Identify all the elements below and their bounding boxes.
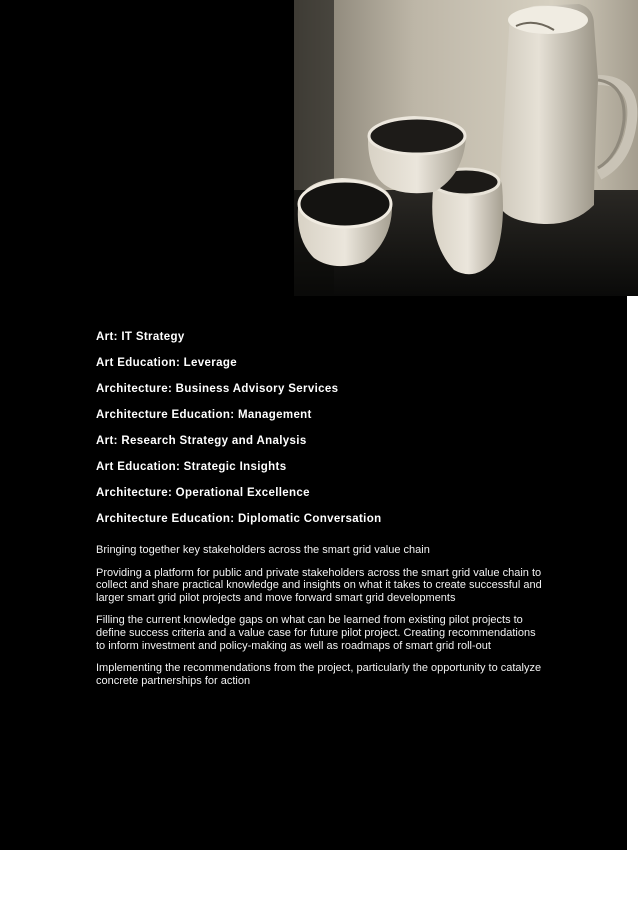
main-content	[96, 330, 546, 697]
section-heading: Art Education: Strategic Insights	[96, 461, 287, 473]
pottery-illustration	[294, 0, 638, 296]
section-heading: Art: IT Strategy	[96, 331, 185, 343]
body-paragraph: Filling the current knowledge gaps on what can be learned from existing pilot projects to define success criteria and a value case for future pilot project. Creating recommendations to inform investment and policy-making as well as roadmaps of smart grid roll-out	[96, 614, 536, 652]
pottery-photo	[294, 0, 638, 296]
body-paragraph: Implementing the recommendations from the project, particularly the opportunity to catalyze concrete partnerships for action	[96, 662, 542, 687]
body-paragraph: Bringing together key stakeholders across the smart grid value chain	[96, 544, 430, 556]
section-heading: Art Education: Leverage	[96, 357, 237, 369]
section-heading: Architecture Education: Diplomatic Conversation	[96, 513, 382, 525]
section-heading: Architecture: Business Advisory Services	[96, 383, 339, 395]
body-paragraph: Providing a platform for public and private stakeholders across the smart grid value chain to collect and share practical knowledge and insights on what it takes to create successful and larger smart grid pilot projects and move forward smart grid developments	[96, 566, 542, 604]
section-heading: Art: Research Strategy and Analysis	[96, 435, 307, 447]
section-heading: Architecture: Operational Excellence	[96, 487, 310, 499]
section-heading: Architecture Education: Management	[96, 409, 312, 421]
